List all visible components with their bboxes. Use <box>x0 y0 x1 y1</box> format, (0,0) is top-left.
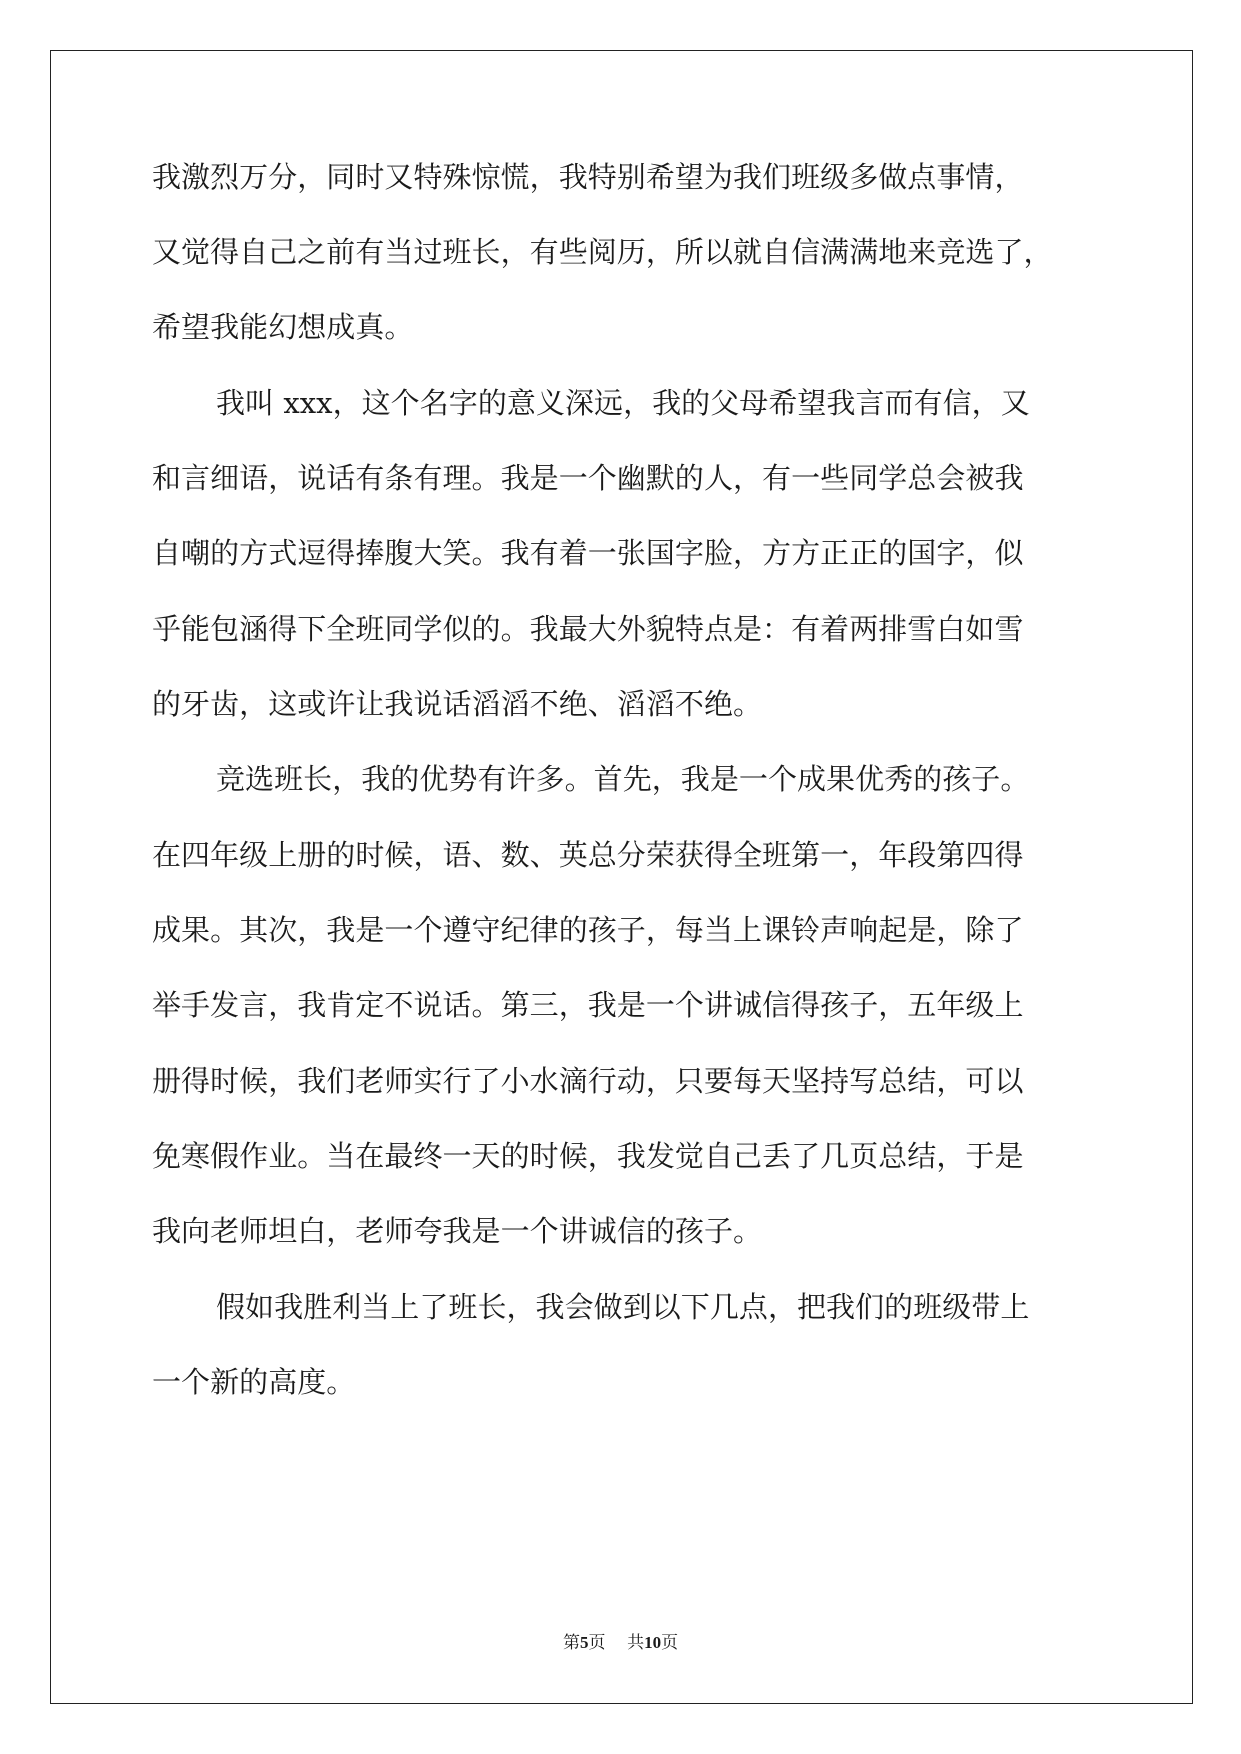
total-label-prefix: 共 <box>627 1633 645 1653</box>
text-line: 我激烈万分，同时又特殊惊慌，我特别希望为我们班级多做点事情， <box>152 160 1024 194</box>
text-line: 假如我胜利当上了班长，我会做到以下几点，把我们的班级带上 <box>216 1290 1030 1324</box>
text-line: 我叫 xxx，这个名字的意义深远，我的父母希望我言而有信，又 <box>216 386 1030 420</box>
text-line: 和言细语，说话有条有理。我是一个幽默的人，有一些同学总会被我 <box>152 461 1024 495</box>
text-line: 的牙齿，这或许让我说话滔滔不绝、滔滔不绝。 <box>152 687 763 721</box>
text-line: 成果。其次，我是一个遵守纪律的孩子，每当上课铃声响起是，除了 <box>152 913 1024 947</box>
total-label-suffix: 页 <box>661 1633 679 1653</box>
text-line: 自嘲的方式逗得捧腹大笑。我有着一张国字脸，方方正正的国字，似 <box>152 536 1024 570</box>
text-line: 又觉得自己之前有当过班长，有些阅历，所以就自信满满地来竞选了， <box>152 235 1053 269</box>
page-label-suffix: 页 <box>588 1633 606 1653</box>
text-line: 一个新的高度。 <box>152 1365 356 1399</box>
page-footer <box>0 1631 1241 1655</box>
text-line: 竞选班长，我的优势有许多。首先，我是一个成果优秀的孩子。 <box>216 762 1030 796</box>
text-line: 举手发言，我肯定不说话。第三，我是一个讲诚信得孩子，五年级上 <box>152 988 1024 1022</box>
text-line: 免寒假作业。当在最终一天的时候，我发觉自己丢了几页总结，于是 <box>152 1139 1024 1173</box>
text-line: 乎能包涵得下全班同学似的。我最大外貌特点是：有着两排雪白如雪 <box>152 612 1024 646</box>
total-pages: 10 <box>644 1633 662 1652</box>
page-label-prefix: 第 <box>562 1633 580 1653</box>
page-border <box>50 50 1193 1704</box>
page-number: 5 <box>579 1633 589 1652</box>
text-line: 在四年级上册的时候，语、数、英总分荣获得全班第一，年段第四得 <box>152 838 1024 872</box>
text-line: 我向老师坦白，老师夸我是一个讲诚信的孩子。 <box>152 1214 763 1248</box>
text-line: 册得时候，我们老师实行了小水滴行动，只要每天坚持写总结，可以 <box>152 1064 1024 1098</box>
text-line: 希望我能幻想成真。 <box>152 310 414 344</box>
